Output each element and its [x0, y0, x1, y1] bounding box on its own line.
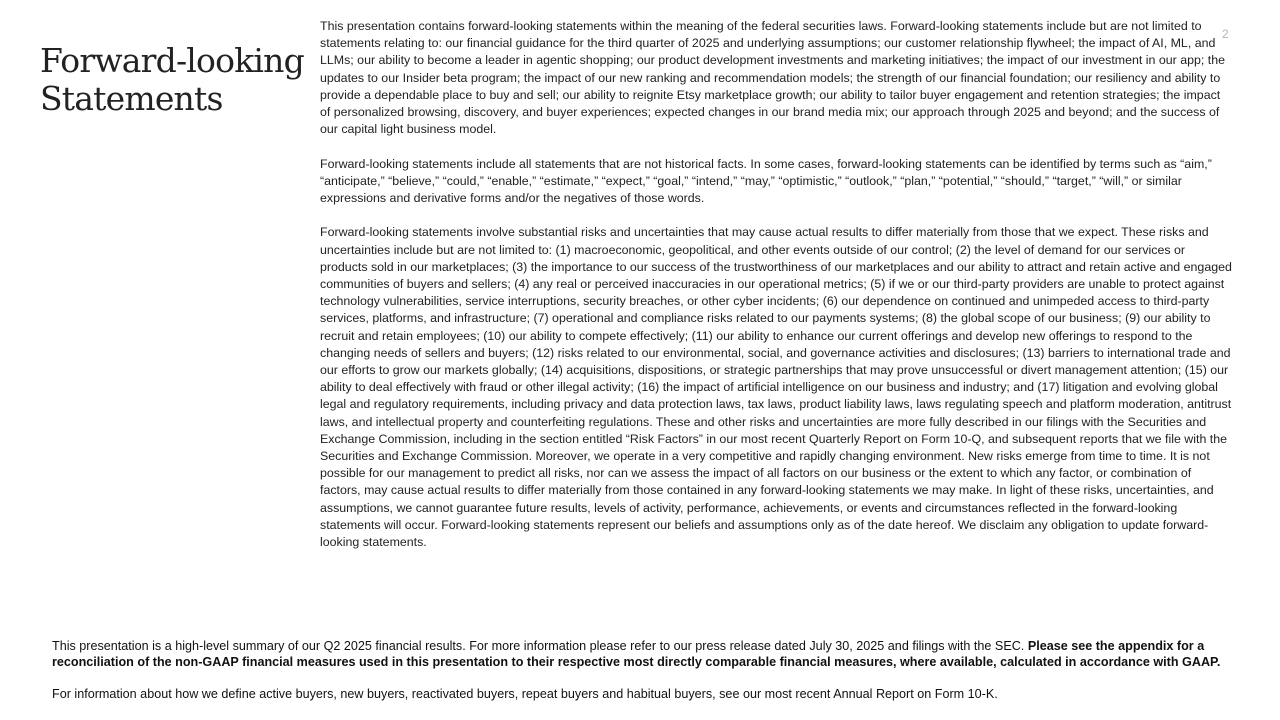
page-title: Forward-looking Statements — [40, 41, 304, 118]
page-number: 2 — [1222, 27, 1229, 41]
footer-gaap-note: Please see the appendix for a reconciliation of the non-GAAP financial measures used in this presentation to their respective most directly comparable financial measures, where available, calculated in accordance with GAAP. — [52, 639, 1221, 669]
paragraph-intro: This presentation contains forward-looking statements within the meaning of the federal securities laws. Forward-looking statements include but are not limited to statements relating to: our financial guidance for the third quarter of 2025 and underlying assumptions; our customer relationship flywheel; the impact of AI, ML, and LLMs; our ability to become a leader in agentic shopping; our product development investments and marketing initiatives; the impact of our investment in our app; the updates to our Insider beta program; the impact of our new ranking and recommendation models; the strength of our financial foundation; our resiliency and ability to provide a dependable place to buy and sell; our ability to reignite Etsy marketplace growth; our ability to tailor buyer engagement and retention strategies; the impact of personalized browsing, discovery, and buyer experiences; expected changes in our brand media mix; our approach through 2025 and beyond; and the success of our capital light business model. — [320, 19, 1226, 137]
footer-summary — [52, 638, 1232, 670]
forward-looking-statements-body — [320, 18, 1232, 568]
paragraph-risks: Forward-looking statements involve substantial risks and uncertainties that may cause actual results to differ materially from those that we expect. These risks and uncertainties include but are not limited to: (1) macroeconomic, geopolitical, and other events outside of our control; (2) the level of demand for our services or products sold in our marketplaces; (3) the importance to our success of the trustworthiness of our marketplaces and our ability to attract and retain active and engaged communities of buyers and sellers; (4) any real or perceived inaccuracies in our operational metrics; (5) if we or our third-party providers are unable to protect against technology vulnerabilities, service interruptions, security breaches, or other cyber incidents; (6) our dependence on continued and unimpeded access to third-party services, platforms, and infrastructure; (7) operational and compliance risks related to our payments systems; (8) the global scope of our business; (9) our ability to recruit and retain employees; (10) our ability to compete effectively; (11) our ability to enhance our current offerings and develop new offerings to respond to the changing needs of sellers and buyers; (12) risks related to our environmental, social, and governance activities and disclosures; (13) barriers to international trade and our efforts to grow our markets globally; (14) acquisitions, dispositions, or strategic partnerships that may prove unsuccessful or divert management attention; (15) our ability to deal effectively with fraud or other illegal activity; (16) the impact of artificial intelligence on our business and industry; and (17) litigation and evolving global legal and regulatory requirements, including privacy and data protection laws, tax laws, product liability laws, laws regulating speech and platform moderation, antitrust laws, and intellectual property and counterfeiting regulations. These and other risks and uncertainties are more fully described in our filings with the Securities and Exchange Commission, including in the section entitled “Risk Factors” in our most recent Quarterly Report on Form 10-Q, and subsequent reports that we file with the Securities and Exchange Commission. Moreover, we operate in a very competitive and rapidly changing environment. New risks emerge from time to time. It is not possible for our management to predict all risks, nor can we assess the impact of all factors on our business or the extent to which any factor, or combination of factors, may cause actual results to differ materially from those contained in any forward-looking statements we may make. In light of these risks, uncertainties, and assumptions, we cannot guarantee future results, levels of activity, performance, achievements, or events and circumstances reflected in the forward-looking statements will occur. Forward-looking statements represent our beliefs and assumptions only as of the date hereof. We disclaim any obligation to update forward-looking statements. — [320, 225, 1232, 550]
footer-summary-text: This presentation is a high-level summary of our Q2 2025 financial results. For more information please refer to our press release dated July 30, 2025 and filings with the SEC. — [52, 639, 1028, 653]
footer-definitions: For information about how we define active buyers, new buyers, reactivated buyers, repeat buyers and habitual buyers, see our most recent Annual Report on Form 10-K. — [52, 687, 998, 701]
footer-notes — [52, 638, 1232, 718]
paragraph-definition: Forward-looking statements include all statements that are not historical facts. In some cases, forward-looking statements can be identified by terms such as “aim,” “anticipate,” “believe,” “could,” “enable,” “estimate,” “expect,” “goal,” “intend,” “may,” “optimistic,” “outlook,” “plan,” “potential,” “should,” “target,” “will,” or similar expressions and derivative forms and/or the negatives of those words. — [320, 156, 1212, 206]
